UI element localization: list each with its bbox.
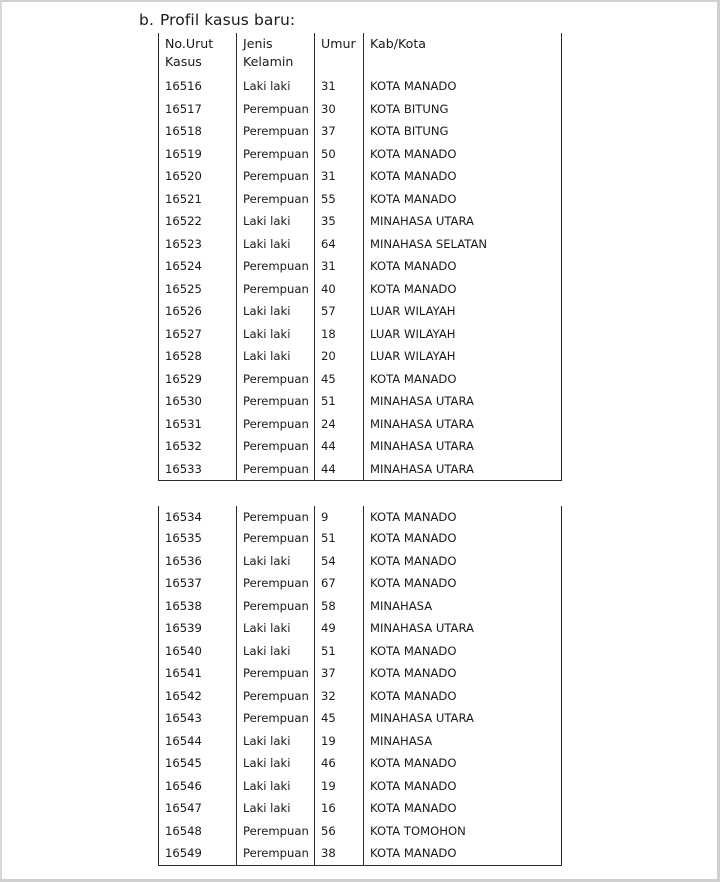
cell-district: KOTA MANADO bbox=[364, 255, 562, 278]
cell-case-number: 16547 bbox=[159, 797, 237, 820]
cell-district: MINAHASA SELATAN bbox=[364, 233, 562, 256]
page-edge-left bbox=[0, 0, 2, 882]
cell-district: KOTA MANADO bbox=[364, 75, 562, 98]
cell-gender: Perempuan bbox=[237, 165, 315, 188]
table-row bbox=[159, 278, 562, 301]
cell-gender: Laki laki bbox=[237, 730, 315, 753]
cell-gender: Laki laki bbox=[237, 323, 315, 346]
cell-gender: Perempuan bbox=[237, 278, 315, 301]
cell-district: MINAHASA UTARA bbox=[364, 707, 562, 730]
cell-case-number: 16527 bbox=[159, 323, 237, 346]
table-row bbox=[159, 345, 562, 368]
cell-age: 20 bbox=[315, 345, 364, 368]
cell-age: 16 bbox=[315, 797, 364, 820]
cell-case-number: 16543 bbox=[159, 707, 237, 730]
cell-district: KOTA MANADO bbox=[364, 842, 562, 865]
cell-gender: Perempuan bbox=[237, 595, 315, 618]
table-row bbox=[159, 617, 562, 640]
cell-age: 31 bbox=[315, 165, 364, 188]
cell-gender: Perempuan bbox=[237, 368, 315, 391]
table-row bbox=[159, 730, 562, 753]
cell-gender: Perempuan bbox=[237, 435, 315, 458]
table-row bbox=[159, 188, 562, 211]
cell-district: KOTA MANADO bbox=[364, 165, 562, 188]
cell-case-number: 16517 bbox=[159, 98, 237, 121]
header-district bbox=[364, 33, 562, 75]
table-body-part-1 bbox=[159, 75, 562, 481]
table-row bbox=[159, 368, 562, 391]
cell-district: KOTA MANADO bbox=[364, 797, 562, 820]
cell-district: KOTA MANADO bbox=[364, 640, 562, 663]
cell-case-number: 16524 bbox=[159, 255, 237, 278]
cell-gender: Laki laki bbox=[237, 640, 315, 663]
cell-district: KOTA MANADO bbox=[364, 685, 562, 708]
cell-gender: Perempuan bbox=[237, 506, 315, 527]
table-row bbox=[159, 323, 562, 346]
cell-district: KOTA MANADO bbox=[364, 506, 562, 527]
cell-district: KOTA MANADO bbox=[364, 188, 562, 211]
cell-case-number: 16541 bbox=[159, 662, 237, 685]
table-row bbox=[159, 842, 562, 865]
cell-age: 51 bbox=[315, 390, 364, 413]
cell-gender: Perempuan bbox=[237, 685, 315, 708]
cell-gender: Perempuan bbox=[237, 98, 315, 121]
cell-district: MINAHASA UTARA bbox=[364, 413, 562, 436]
cell-case-number: 16516 bbox=[159, 75, 237, 98]
cell-case-number: 16532 bbox=[159, 435, 237, 458]
cell-district: MINAHASA UTARA bbox=[364, 210, 562, 233]
cell-age: 67 bbox=[315, 572, 364, 595]
cell-case-number: 16518 bbox=[159, 120, 237, 143]
cell-age: 9 bbox=[315, 506, 364, 527]
cell-age: 55 bbox=[315, 188, 364, 211]
header-line: Kasus bbox=[165, 54, 202, 69]
cell-case-number: 16530 bbox=[159, 390, 237, 413]
cell-district: KOTA MANADO bbox=[364, 752, 562, 775]
cell-gender: Laki laki bbox=[237, 345, 315, 368]
cell-case-number: 16540 bbox=[159, 640, 237, 663]
table-row bbox=[159, 120, 562, 143]
cell-age: 57 bbox=[315, 300, 364, 323]
case-profile-table-part-2 bbox=[158, 506, 562, 866]
section-title: Profil kasus baru: bbox=[159, 11, 296, 29]
cell-case-number: 16520 bbox=[159, 165, 237, 188]
cell-gender: Perempuan bbox=[237, 662, 315, 685]
cell-gender: Perempuan bbox=[237, 707, 315, 730]
cell-case-number: 16539 bbox=[159, 617, 237, 640]
table-row bbox=[159, 797, 562, 820]
cell-case-number: 16538 bbox=[159, 595, 237, 618]
cell-age: 31 bbox=[315, 255, 364, 278]
cell-age: 19 bbox=[315, 730, 364, 753]
cell-case-number: 16546 bbox=[159, 775, 237, 798]
header-line: Jenis bbox=[243, 36, 273, 51]
table-row bbox=[159, 506, 562, 527]
cell-age: 50 bbox=[315, 143, 364, 166]
header-gender bbox=[237, 33, 315, 75]
table-row bbox=[159, 550, 562, 573]
cell-age: 31 bbox=[315, 75, 364, 98]
table-row bbox=[159, 662, 562, 685]
cell-district: KOTA BITUNG bbox=[364, 120, 562, 143]
cell-district: MINAHASA UTARA bbox=[364, 617, 562, 640]
table-row bbox=[159, 390, 562, 413]
cell-case-number: 16542 bbox=[159, 685, 237, 708]
cell-case-number: 16523 bbox=[159, 233, 237, 256]
table-row bbox=[159, 458, 562, 481]
header-line: Umur bbox=[321, 36, 356, 51]
table-row bbox=[159, 435, 562, 458]
header-line: No.Urut bbox=[165, 36, 214, 51]
cell-age: 30 bbox=[315, 98, 364, 121]
cell-case-number: 16536 bbox=[159, 550, 237, 573]
cell-case-number: 16534 bbox=[159, 506, 237, 527]
cell-district: MINAHASA bbox=[364, 730, 562, 753]
table-row bbox=[159, 143, 562, 166]
table-row bbox=[159, 233, 562, 256]
cell-age: 45 bbox=[315, 368, 364, 391]
cell-gender: Perempuan bbox=[237, 413, 315, 436]
cell-case-number: 16529 bbox=[159, 368, 237, 391]
cell-gender: Laki laki bbox=[237, 75, 315, 98]
cell-age: 49 bbox=[315, 617, 364, 640]
cell-case-number: 16519 bbox=[159, 143, 237, 166]
cell-age: 64 bbox=[315, 233, 364, 256]
table-row bbox=[159, 752, 562, 775]
cell-age: 19 bbox=[315, 775, 364, 798]
case-profile-table-part-1 bbox=[158, 33, 562, 481]
cell-district: KOTA MANADO bbox=[364, 368, 562, 391]
cell-district: MINAHASA UTARA bbox=[364, 458, 562, 481]
cell-case-number: 16531 bbox=[159, 413, 237, 436]
cell-gender: Perempuan bbox=[237, 842, 315, 865]
cell-case-number: 16526 bbox=[159, 300, 237, 323]
cell-district: KOTA MANADO bbox=[364, 662, 562, 685]
cell-district: LUAR WILAYAH bbox=[364, 345, 562, 368]
cell-district: KOTA MANADO bbox=[364, 527, 562, 550]
cell-case-number: 16521 bbox=[159, 188, 237, 211]
table-row bbox=[159, 255, 562, 278]
table-row bbox=[159, 413, 562, 436]
cell-age: 54 bbox=[315, 550, 364, 573]
cell-age: 56 bbox=[315, 820, 364, 843]
table-body-part-2 bbox=[159, 506, 562, 865]
cell-gender: Perempuan bbox=[237, 188, 315, 211]
cell-case-number: 16533 bbox=[159, 458, 237, 481]
cell-case-number: 16537 bbox=[159, 572, 237, 595]
cell-district: KOTA TOMOHON bbox=[364, 820, 562, 843]
cell-gender: Perempuan bbox=[237, 120, 315, 143]
table-row bbox=[159, 820, 562, 843]
cell-gender: Laki laki bbox=[237, 797, 315, 820]
cell-age: 51 bbox=[315, 640, 364, 663]
cell-district: KOTA MANADO bbox=[364, 572, 562, 595]
cell-gender: Laki laki bbox=[237, 752, 315, 775]
cell-gender: Perempuan bbox=[237, 390, 315, 413]
cell-gender: Perempuan bbox=[237, 820, 315, 843]
cell-district: MINAHASA UTARA bbox=[364, 435, 562, 458]
table-row bbox=[159, 775, 562, 798]
table-row bbox=[159, 165, 562, 188]
cell-district: KOTA MANADO bbox=[364, 278, 562, 301]
cell-age: 18 bbox=[315, 323, 364, 346]
cell-case-number: 16549 bbox=[159, 842, 237, 865]
cell-gender: Perempuan bbox=[237, 527, 315, 550]
cell-case-number: 16535 bbox=[159, 527, 237, 550]
cell-age: 44 bbox=[315, 458, 364, 481]
cell-gender: Perempuan bbox=[237, 458, 315, 481]
cell-district: KOTA MANADO bbox=[364, 550, 562, 573]
cell-case-number: 16528 bbox=[159, 345, 237, 368]
table-row bbox=[159, 75, 562, 98]
table-row bbox=[159, 595, 562, 618]
cell-gender: Perempuan bbox=[237, 572, 315, 595]
header-age bbox=[315, 33, 364, 75]
section-heading bbox=[139, 11, 295, 29]
cell-age: 37 bbox=[315, 662, 364, 685]
cell-gender: Laki laki bbox=[237, 617, 315, 640]
header-line: Kab/Kota bbox=[370, 36, 426, 51]
table-row bbox=[159, 98, 562, 121]
table-row bbox=[159, 707, 562, 730]
cell-district: LUAR WILAYAH bbox=[364, 323, 562, 346]
cell-case-number: 16548 bbox=[159, 820, 237, 843]
cell-age: 38 bbox=[315, 842, 364, 865]
cell-gender: Laki laki bbox=[237, 300, 315, 323]
cell-district: KOTA MANADO bbox=[364, 143, 562, 166]
table-row bbox=[159, 210, 562, 233]
cell-district: KOTA MANADO bbox=[364, 775, 562, 798]
cell-gender: Perempuan bbox=[237, 143, 315, 166]
cell-case-number: 16545 bbox=[159, 752, 237, 775]
table-row bbox=[159, 685, 562, 708]
cell-district: MINAHASA bbox=[364, 595, 562, 618]
cell-district: LUAR WILAYAH bbox=[364, 300, 562, 323]
cell-age: 51 bbox=[315, 527, 364, 550]
cell-case-number: 16522 bbox=[159, 210, 237, 233]
table-row bbox=[159, 300, 562, 323]
cell-age: 24 bbox=[315, 413, 364, 436]
cell-age: 40 bbox=[315, 278, 364, 301]
cell-age: 37 bbox=[315, 120, 364, 143]
cell-age: 45 bbox=[315, 707, 364, 730]
cell-age: 46 bbox=[315, 752, 364, 775]
cell-case-number: 16544 bbox=[159, 730, 237, 753]
cell-age: 32 bbox=[315, 685, 364, 708]
cell-gender: Laki laki bbox=[237, 550, 315, 573]
header-line: Kelamin bbox=[243, 54, 294, 69]
cell-district: MINAHASA UTARA bbox=[364, 390, 562, 413]
cell-gender: Perempuan bbox=[237, 255, 315, 278]
cell-gender: Laki laki bbox=[237, 775, 315, 798]
table-row bbox=[159, 640, 562, 663]
table-row bbox=[159, 572, 562, 595]
cell-age: 44 bbox=[315, 435, 364, 458]
table-header-row bbox=[159, 33, 562, 75]
cell-age: 58 bbox=[315, 595, 364, 618]
cell-age: 35 bbox=[315, 210, 364, 233]
cell-district: KOTA BITUNG bbox=[364, 98, 562, 121]
header-case-number bbox=[159, 33, 237, 75]
cell-gender: Laki laki bbox=[237, 210, 315, 233]
cell-gender: Laki laki bbox=[237, 233, 315, 256]
table-row bbox=[159, 527, 562, 550]
page-edge-top bbox=[0, 0, 720, 2]
cell-case-number: 16525 bbox=[159, 278, 237, 301]
section-marker: b. bbox=[139, 11, 154, 29]
